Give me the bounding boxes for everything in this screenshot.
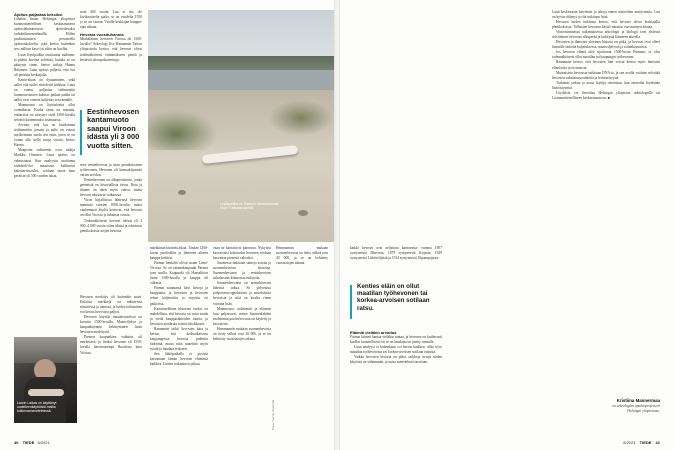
paragraph: Hemmannin mukaan suomenhevosta on tietty selkeä rotu 20 000, ja se on kehitetty vuosisatojen aikana. xyxy=(276,246,328,266)
paragraph: Luun löytöpaikka osoittautui mäkinen, ja päätin koettaa selvittää, kuinka se on päätynyt sinne, kertoo tutkija Hannu Ruhanen. Luun ajoitus paljasti, että luu oli peräisin keskiajalta. xyxy=(14,52,75,77)
paragraph: vaan ne kantaisivat painavaa. Nykyisin kasvavaksi kokoiseksi hevonen voidaan kasvattaa pienestä vahvaksi. xyxy=(213,246,271,261)
pull-quote xyxy=(350,283,442,323)
folio-right xyxy=(623,440,660,445)
inset-photo-caption: Laurin Laikas on käyttänyt uudelleenkäyttöisiä mallia tutkimusmenetelmissä. xyxy=(17,401,57,414)
left-col-5 xyxy=(213,246,271,421)
pull-quote-text: Eestinhevosen kantamuoto saapui Viroon idästä yli 3 000 vuotta sitten. xyxy=(87,107,140,150)
paragraph: Rannamäe kertoo, että hevosten luut voivat kertoa myös ihmisten elinoloista ja ravinnosta. xyxy=(552,60,660,70)
paragraph: Luun analyysi ei kuitenkaan voi kertoa kaikkea: oliko kyse maatilan työhevosesta vai korkea-arvoisen sotilaan ratsusta. xyxy=(350,345,442,355)
issue-number: 8/2021 xyxy=(623,440,636,445)
left-col-2 xyxy=(80,10,142,100)
person-body xyxy=(24,377,66,423)
paragraph: Muinaisista hevosista tutkitaan DNA:ta, ja sen avulla voidaan selvittää hevosten sukulaisuussuhteita ja levinneisyyttä. xyxy=(552,70,660,80)
paragraph: Eestinhevonen on alkuperäisrotu, jonka geeneistä on historiallista tietoa. Rotu ja tilanne on täten myös vahva, mutta hevoset edustavat vaikutusta. xyxy=(80,178,142,198)
section-heading: Hevosia vuosituhannia xyxy=(80,32,124,38)
paragraph: Tutkimus jatkuu ja uusia löytöjä odotetaan, kun rannoilta löydetään lisää näytteitä. xyxy=(552,80,660,90)
paragraph: Kanta-aluan on dynaaminen, sekä aallot että tuulet siirtelevät hiekkaa. Luun on voinut paljastaa sedimenttiä luonnonvoimien kulutus paikan päältä tai aallot ovat voineet kuljettaa sen rannalle. xyxy=(14,77,75,102)
paragraph: Luun keskiosasta kaivettiin jo aikoja ennen näytteiden analysointia. Luu on hyvin säilynyt ja sitä tutkitaan lisää. xyxy=(552,10,660,20)
author-title: on arkeologian apulaisprofessori xyxy=(612,404,660,408)
paragraph: seen eestinhevosta ja siten pienikokoinen työhevonen. Hevonen oli kanssakäymistä varten arvokas. xyxy=(80,163,142,178)
author-box xyxy=(552,398,660,413)
section-heading: Ajoitus paljastaa keksiksi xyxy=(14,12,63,17)
left-col-4 xyxy=(150,246,208,421)
magazine-brand: TIEDE xyxy=(22,440,35,445)
issue-number: 8/2021 xyxy=(37,440,50,445)
paragraph: Kansainvälinen historian vuoksi on mahdollista, että hevosia on voitu tuoda ja viedä kauppasuhteiden kautta, ja hevosten ajanlasku toimii tehokkaasti. xyxy=(150,306,208,326)
paragraph: Vaikka hevosten historia on pitkä, tarkkoja tietoja niiden käytöstä on vähemmän, ja uusia menetelmiä tarvitaan. xyxy=(350,355,442,365)
paragraph: Pärnun henkilöt olivat maan Länsi-Virossa. Se on satamakaupunki Pärnun joen suulla. Kaupunki oli Hansaliiton jäsen 1300-luvulla ja kauppa oli vilkasta. xyxy=(150,261,208,286)
paragraph: Löydöistä voi ilmoittaa Helsingin yliopiston arkeologeille tai Luonnontieteelliseen keskusmuseoon. ■ xyxy=(552,90,660,100)
right-col-2 xyxy=(552,10,660,370)
inset-photo xyxy=(14,337,77,423)
paragraph: Viimeisimmässä tutkimuksessa arkeologit ja biologit ovat yhdessä selvittäneet hevosten alkuperää ja kehitystä Itämeren alueella. xyxy=(552,30,660,40)
left-col-2c xyxy=(80,295,142,420)
paragraph: Hevosen merkitys oli kuitenkin suuri. Erilaisia merkkejä on nähtävissä nimistössä ja nimissä, ja luiden tutkiminen voi kertoa hevosista paljon. xyxy=(80,295,142,315)
left-col-6 xyxy=(276,246,328,421)
bone-object xyxy=(28,389,64,396)
paragraph: Maannousu, sedimentit ja eläinten luut paljastavat, miten Suomenlahden molemmin puolin hevosia on käytetty ja kasvatettu. xyxy=(213,306,271,326)
paragraph: Viron kirjallisissa lähteissä hevosen maininta vuosien 1000–luvulta, mutta vanhemmat löydöt kertovat, että hevosia on ollut Virossa jo tuhansia vuosia. xyxy=(80,198,142,218)
paragraph: Jos hevosen elämä olisi sijoittunut 1500-luvun Pärnuun, se olisi todennäköisesti ollut maatilan tai kaupungin työhevonen. xyxy=(552,50,660,60)
paragraph: Lähetän Iisaan Helsingin yliopiston luonnontieteellisen keskusmuseon ajoituslaboratorioon ajoitettavaksi radiohiilimenetelmällä. Hiilen puoliintumisen perusteella ajoitustulokselta, joka kertoo kuitenkin sen, milloin kasvi tai eläin on kuollut. xyxy=(14,17,75,52)
paragraph: Sen lähtöpaikalla ei pystytä kertomaan tämän hevosen elämästä kaikkea. Luiden tutkiminen jatkuu. xyxy=(150,351,208,367)
paragraph: kaikki hevoset ovat neljäsosa kantavasta: vuonna 1907 syntyneestä Murrosta, 1879 syntyneestä Kirjasta, 1929 syntyneestä Löhöttelijästä ja 1914 syntyneestä Ulpaanpojasta. xyxy=(350,246,442,261)
pull-quote-bar xyxy=(80,110,82,155)
stone-2 xyxy=(298,210,308,216)
paragraph: Rannamäe tutkii hevosten luita ja kertoo, että keskiaikaisissa kaupungeissa hevosta pidettiin tärkeänä, mutta niitä saatettiin myös syödä ja haudata erikseen. xyxy=(150,326,208,351)
paragraph: Suomenhevonen on eestinhevosen läheistä sukua. Se polveutuu pohjoiseurooppalaisista ja aasialaisista hevosista ja siitä on kuultu viime vuosina lisää. xyxy=(213,281,271,306)
stone-1 xyxy=(178,190,186,195)
paragraph: Hevosen luiden tutkimus kertoo, että hevoset olivat keskiajalla pienikokoisia. Tällaisten hevosten käyttö muuttui vuosisatojen aikana. xyxy=(552,20,660,30)
paragraph: Pärnun kiinteä kantaa vieläkin rantaa, ja hevonen on luultavasti kuollut luonnollisesti tai se on haudattu tai jätetty rannalle. xyxy=(350,335,442,345)
photo-credit: Kuva: Sanna Haanpää xyxy=(271,399,275,430)
paragraph: Maaperän sedimentit ovat tutkija Markku Oinonen. Luun ajoitus on valmistunut. Kun analyysin osoittama radiohiili-ikä maastosta kalibroitu kalenterivuosiksi, voidaan sanoa luun peräisin yli 500 vuoden takaa. xyxy=(14,148,75,178)
right-page xyxy=(340,0,674,450)
author-affiliation: Helsingin yliopistossa. xyxy=(627,408,660,413)
left-page xyxy=(0,0,334,450)
paragraph: Arvioin, että luu on haudattuna sedimenttiin jossain ja aalto on voinut myöhemmin tuoda sen esiin, joten se on voinut olla siellä satoja vuosia, kertoo Hannu. xyxy=(14,123,75,148)
paragraph: markkinan kiinteää aikaa. Tänään 1200-luvun puoliväliin ja Itämeren alueen kauppa kehittyi. xyxy=(150,246,208,261)
paragraph: Suomessa tutkitaan samoja asioita ja suomenhevosen historiaa. Suomenhevosen ja eestinhevosen sukulaisuus kiinnostaa tutkijoita. xyxy=(213,261,271,281)
paragraph: Minkälainen hevonen Virossa oli 1500-luvulla? Arkeologi Eve Rannamäe Tarton yliopistosta kertoo, että hevoset olivat todennäköisesti enimmäkseen pieniä ja kestäviä talonpoikaisrotuja. xyxy=(80,37,142,62)
grass-1 xyxy=(148,110,218,150)
beach-photo-caption: Löytöpaikka on Rannan hiekkarannalla Viron Tuhkalan lähellä. xyxy=(220,202,279,211)
folio-left xyxy=(14,440,50,445)
beach-photo xyxy=(148,10,334,242)
page-number: 40 xyxy=(14,440,19,445)
author-name: Kristiina Mannermaa xyxy=(616,398,660,403)
left-col-2b xyxy=(80,163,142,291)
paragraph: Hevosen käyttöä maataloustöissä on kuvattu 1500-luvulla. Maanviljelyn ja kaupankäynnin kehittyminen lisäsi hevosten merkitystä. xyxy=(80,315,142,335)
magazine-brand: TIEDE xyxy=(639,440,652,445)
pull-quote-text: Kenties eläin on ollut maatilan työhevonen tai korkea-arvoisen sotilaan ratsu. xyxy=(357,283,430,312)
pull-quote xyxy=(80,108,144,158)
right-col-1-bottom xyxy=(350,328,442,423)
section-heading: Eläimiä vieläkin arvoitus xyxy=(350,330,397,335)
paragraph: noin 460 vuotta. Luu ei siis ole kivikautiselta ajalta, se on vuodelta 1550 ja se on sisarus Virolle keskiajan kauppa-ajan aikana. xyxy=(80,10,142,30)
pull-quote-bar xyxy=(350,285,352,319)
paragraph: Maannousu on löytöaluetta ollut voimakasta. Koska ranta on mataala, rantaviiva on siirtynyt vielä 1500-luvulla selvästi kauemmaksi sisämaassa. xyxy=(14,103,75,123)
paragraph: Todennäköisesti hevoset tulivat yli 3 000–4 000 vuotta sitten idästä ja edustavat pienikokoisia arojen hevosia. xyxy=(80,218,142,233)
page-number: 41 xyxy=(655,440,660,445)
grass-2 xyxy=(268,100,334,136)
paragraph: Pienten kaupunkien vaikutus oli merkittävä, ja lisäksi hevonen oli 1550-luvulla harvinaisempi Ruotsissa kuin Virossa. xyxy=(80,335,142,355)
paragraph: Hemmannin mukaan suomenhevosta on tietty selkeä rotu 20 000, ja se on kehitetty vuosisatojen aikana. xyxy=(213,326,271,341)
right-col-1-top xyxy=(350,246,442,280)
paragraph: Pärnun satamassa kävi laivoja ja kauppiaita, ja hevosten ja hevosten rehua kuljetettiin ja myytiin eri paikoissa. xyxy=(150,286,208,306)
paragraph: Hevosten ja ihmisten yhteinen historia on pitkä, ja hevoset ovat olleet ihmisille tärkeitä kuljetuksessa, maanviljelyssä ja sodankäynnissä. xyxy=(552,40,660,50)
